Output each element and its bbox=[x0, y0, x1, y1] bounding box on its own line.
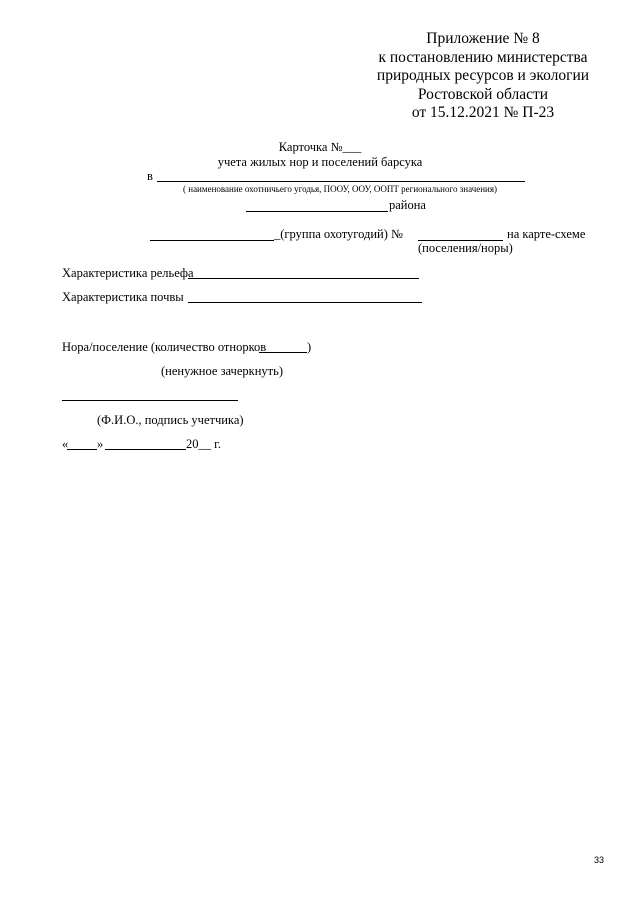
district-suffix: района bbox=[389, 198, 426, 212]
burrow-count-field[interactable] bbox=[259, 352, 307, 353]
region-line: Ростовской области bbox=[417, 85, 549, 103]
date-open-quote: « bbox=[62, 437, 69, 451]
page-number: 33 bbox=[593, 855, 604, 865]
signature-hint: (Ф.И.О., подпись учетчика) bbox=[97, 413, 244, 427]
map-hint: (поселения/норы) bbox=[418, 241, 513, 255]
soil-label: Характеристика почвы bbox=[62, 290, 184, 304]
hunting-ground-hint: ( наименование охотничьего угодья, ПООУ, ООУ, ООПТ регионального значения) bbox=[183, 184, 497, 194]
burrow-close: ) bbox=[307, 340, 312, 354]
relief-field[interactable] bbox=[188, 278, 419, 279]
soil-field[interactable] bbox=[188, 302, 422, 303]
relief-label: Характеристика рельефа bbox=[62, 266, 194, 280]
group-field[interactable] bbox=[150, 240, 274, 241]
date-year: 20__ г. bbox=[186, 437, 221, 451]
group-label: _(группа охотугодий) № bbox=[274, 227, 403, 241]
date-month-field[interactable] bbox=[105, 449, 186, 450]
appendix-number: Приложение № 8 bbox=[426, 30, 540, 47]
date-close-quote: » bbox=[97, 437, 104, 451]
map-label: на карте-схеме bbox=[507, 227, 586, 241]
appendix-header bbox=[368, 30, 598, 123]
strike-hint: (ненужное зачеркнуть) bbox=[161, 364, 283, 378]
date-day-field[interactable] bbox=[67, 449, 97, 450]
resolution-line: к постановлению министерства bbox=[378, 48, 588, 66]
burrow-label: Нора/поселение (количество отнорков bbox=[62, 340, 267, 354]
signature-field[interactable] bbox=[62, 400, 238, 401]
hunting-ground-field[interactable] bbox=[157, 181, 525, 182]
district-field[interactable] bbox=[246, 211, 388, 212]
in-prefix: в bbox=[147, 169, 153, 183]
card-subtitle: учета жилых нор и поселений барсука bbox=[217, 155, 423, 169]
ministry-line: природных ресурсов и экологии bbox=[376, 67, 590, 84]
resolution-date: от 15.12.2021 № П-23 bbox=[411, 104, 555, 121]
card-title: Карточка №___ bbox=[278, 140, 362, 154]
